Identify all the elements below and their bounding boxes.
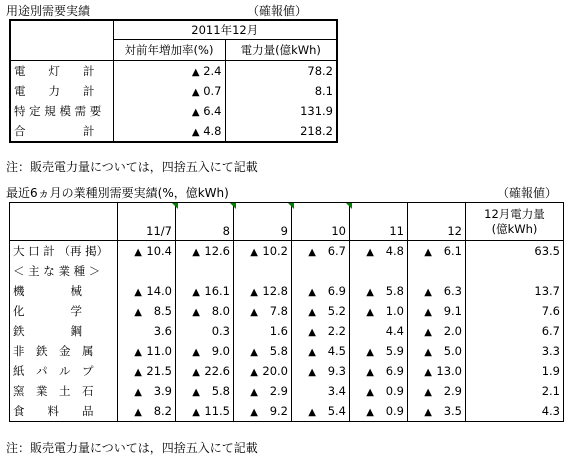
table2-status: （確報値） xyxy=(497,186,558,200)
decrease-triangle-icon: ▲ xyxy=(134,347,142,358)
empty-cell xyxy=(234,261,292,281)
power-value: 3.3 xyxy=(541,344,560,358)
comment-marker-icon xyxy=(288,203,294,209)
table-row xyxy=(10,241,564,262)
industry-label: 鉄 鋼 xyxy=(10,321,118,341)
decrease-triangle-icon: ▲ xyxy=(191,107,200,118)
table-row xyxy=(10,361,564,381)
month-header: 10 xyxy=(292,203,350,241)
change-value: 6.1 xyxy=(443,244,462,258)
decrease-triangle-icon: ▲ xyxy=(134,247,142,258)
table-row xyxy=(10,341,564,361)
change-value: 3.4 xyxy=(327,384,346,398)
row-label: 特 定 規 模 需 要 xyxy=(10,101,113,121)
table-row xyxy=(10,101,337,121)
change-value: 11.0 xyxy=(146,344,172,358)
table1-corner xyxy=(10,20,113,61)
power-value: 2.1 xyxy=(541,384,560,398)
industry-label: 食 料 品 xyxy=(10,401,118,422)
comment-marker-icon xyxy=(172,203,178,209)
table-row xyxy=(10,401,564,422)
decrease-triangle-icon: ▲ xyxy=(366,347,374,358)
decrease-triangle-icon: ▲ xyxy=(424,327,432,338)
decrease-triangle-icon: ▲ xyxy=(192,367,200,378)
industry-label: 非 鉄 金 属 xyxy=(10,341,118,361)
decrease-triangle-icon: ▲ xyxy=(308,307,316,318)
table1-col-yoy: 対前年増加率(%) xyxy=(113,40,225,61)
industry-label: 窯 業 土 石 xyxy=(10,381,118,401)
change-value: 5.4 xyxy=(327,404,346,418)
power-value: 218.2 xyxy=(300,124,333,138)
change-value: 3.6 xyxy=(153,324,172,338)
change-value: 10.4 xyxy=(146,244,172,258)
decrease-triangle-icon: ▲ xyxy=(250,347,258,358)
change-value: 2.2 xyxy=(327,324,346,338)
change-value: 5.2 xyxy=(327,304,346,318)
table-row xyxy=(10,81,337,101)
change-value: 5.8 xyxy=(269,344,288,358)
empty-cell xyxy=(350,261,408,281)
change-value: 6.3 xyxy=(443,284,462,298)
change-value: 9.1 xyxy=(443,304,462,318)
empty-cell xyxy=(408,261,466,281)
industry-label: 化 学 xyxy=(10,301,118,321)
change-value: 21.5 xyxy=(146,364,172,378)
decrease-triangle-icon: ▲ xyxy=(424,247,432,258)
month-header: 12 xyxy=(408,203,466,241)
power-value: 78.2 xyxy=(307,64,333,78)
table1-status: （確報値） xyxy=(247,4,308,18)
decrease-triangle-icon: ▲ xyxy=(308,247,316,258)
table1-period-header: 2011年12月 xyxy=(113,20,337,40)
decrease-triangle-icon: ▲ xyxy=(192,407,200,418)
power-value: 7.6 xyxy=(541,304,560,318)
empty-cell xyxy=(292,261,350,281)
table-row xyxy=(10,61,337,82)
change-value: 5.8 xyxy=(211,384,230,398)
power-value: 1.9 xyxy=(541,364,560,378)
table1-col-power: 電力量(億kWh) xyxy=(225,40,337,61)
power-value: 4.3 xyxy=(541,404,560,418)
comment-marker-icon xyxy=(346,203,352,209)
table-row xyxy=(10,301,564,321)
change-value: 4.5 xyxy=(327,344,346,358)
table2-corner xyxy=(10,203,118,241)
power-header xyxy=(466,203,564,241)
section-header-row xyxy=(10,261,564,281)
change-value: 5.9 xyxy=(385,344,404,358)
decrease-triangle-icon: ▲ xyxy=(192,247,200,258)
change-value: 4.8 xyxy=(385,244,404,258)
power-header-line2: (億kWh) xyxy=(491,221,538,236)
change-value: 9.0 xyxy=(211,344,230,358)
change-value: 2.9 xyxy=(269,384,288,398)
empty-cell xyxy=(118,261,176,281)
decrease-triangle-icon: ▲ xyxy=(366,247,374,258)
decrease-triangle-icon: ▲ xyxy=(424,367,432,378)
row-label: 電 灯 計 xyxy=(10,61,113,82)
decrease-triangle-icon: ▲ xyxy=(308,327,316,338)
decrease-triangle-icon: ▲ xyxy=(308,347,316,358)
month-header: 8 xyxy=(176,203,234,241)
usage-demand-table xyxy=(9,19,338,143)
decrease-triangle-icon: ▲ xyxy=(192,287,200,298)
table-row xyxy=(10,121,337,142)
change-value: 2.0 xyxy=(443,324,462,338)
yoy-value: 2.4 xyxy=(203,64,222,78)
change-value: 22.6 xyxy=(204,364,230,378)
empty-cell xyxy=(176,261,234,281)
yoy-value: 6.4 xyxy=(203,104,222,118)
power-value: 6.7 xyxy=(541,324,560,338)
change-value: 4.4 xyxy=(385,324,404,338)
change-value: 2.9 xyxy=(443,384,462,398)
yoy-value: 0.7 xyxy=(203,84,222,98)
change-value: 5.8 xyxy=(385,284,404,298)
decrease-triangle-icon: ▲ xyxy=(134,287,142,298)
decrease-triangle-icon: ▲ xyxy=(192,347,200,358)
decrease-triangle-icon: ▲ xyxy=(424,407,432,418)
decrease-triangle-icon: ▲ xyxy=(424,287,432,298)
change-value: 10.2 xyxy=(262,244,288,258)
decrease-triangle-icon: ▲ xyxy=(308,367,316,378)
decrease-triangle-icon: ▲ xyxy=(366,387,374,398)
change-value: 12.8 xyxy=(262,284,288,298)
table2-header-row xyxy=(10,203,564,241)
change-value: 9.2 xyxy=(269,404,288,418)
decrease-triangle-icon: ▲ xyxy=(308,407,316,418)
change-value: 8.0 xyxy=(211,304,230,318)
change-value: 7.8 xyxy=(269,304,288,318)
change-value: 1.6 xyxy=(269,324,288,338)
change-value: 6.7 xyxy=(327,244,346,258)
table2-note: 注：販売電力量については，四捨五入にて記載 xyxy=(6,441,258,455)
decrease-triangle-icon: ▲ xyxy=(366,367,374,378)
comment-marker-icon xyxy=(230,203,236,209)
change-value: 0.9 xyxy=(385,404,404,418)
decrease-triangle-icon: ▲ xyxy=(424,387,432,398)
decrease-triangle-icon: ▲ xyxy=(134,367,142,378)
change-value: 8.2 xyxy=(153,404,172,418)
change-value: 12.6 xyxy=(204,244,230,258)
decrease-triangle-icon: ▲ xyxy=(134,387,142,398)
row-label: 電 力 計 xyxy=(10,81,113,101)
change-value: 20.0 xyxy=(262,364,288,378)
decrease-triangle-icon: ▲ xyxy=(250,287,258,298)
row-label: 合 計 xyxy=(10,121,113,142)
change-value: 9.3 xyxy=(327,364,346,378)
month-header: 11/7 xyxy=(118,203,176,241)
decrease-triangle-icon: ▲ xyxy=(366,407,374,418)
month-header: 11 xyxy=(350,203,408,241)
change-value: 1.0 xyxy=(385,304,404,318)
change-value: 13.0 xyxy=(436,364,462,378)
industry-label: 機 械 xyxy=(10,281,118,301)
yoy-value: 4.8 xyxy=(203,124,222,138)
table1-title: 用途別需要実績 xyxy=(6,4,91,18)
decrease-triangle-icon: ▲ xyxy=(424,307,432,318)
change-value: 3.9 xyxy=(153,384,172,398)
change-value: 16.1 xyxy=(204,284,230,298)
change-value: 11.5 xyxy=(204,404,230,418)
industry-demand-table xyxy=(9,202,564,422)
decrease-triangle-icon: ▲ xyxy=(250,387,258,398)
table-row xyxy=(10,381,564,401)
power-value: 63.5 xyxy=(534,244,560,258)
decrease-triangle-icon: ▲ xyxy=(134,407,142,418)
change-value: 14.0 xyxy=(146,284,172,298)
decrease-triangle-icon: ▲ xyxy=(191,67,200,78)
change-value: 6.9 xyxy=(385,364,404,378)
decrease-triangle-icon: ▲ xyxy=(366,287,374,298)
decrease-triangle-icon: ▲ xyxy=(192,387,200,398)
decrease-triangle-icon: ▲ xyxy=(250,247,258,258)
decrease-triangle-icon: ▲ xyxy=(250,307,258,318)
power-value: 8.1 xyxy=(314,84,333,98)
industry-label: 紙 パ ル プ xyxy=(10,361,118,381)
decrease-triangle-icon: ▲ xyxy=(191,127,200,138)
industry-label: 大 口 計 （再 掲） xyxy=(10,241,118,262)
decrease-triangle-icon: ▲ xyxy=(366,307,374,318)
change-value: 5.0 xyxy=(443,344,462,358)
decrease-triangle-icon: ▲ xyxy=(191,87,200,98)
empty-cell xyxy=(466,261,564,281)
table-row xyxy=(10,281,564,301)
decrease-triangle-icon: ▲ xyxy=(250,407,258,418)
decrease-triangle-icon: ▲ xyxy=(424,347,432,358)
power-value: 131.9 xyxy=(300,104,333,118)
change-value: 8.5 xyxy=(153,304,172,318)
table-row xyxy=(10,321,564,341)
change-value: 0.9 xyxy=(385,384,404,398)
decrease-triangle-icon: ▲ xyxy=(250,367,258,378)
decrease-triangle-icon: ▲ xyxy=(134,307,142,318)
change-value: 0.3 xyxy=(211,324,230,338)
table1-note: 注：販売電力量については，四捨五入にて記載 xyxy=(6,160,258,174)
decrease-triangle-icon: ▲ xyxy=(308,287,316,298)
section-header: ＜ 主 な 業 種 ＞ xyxy=(10,261,118,281)
month-header: 9 xyxy=(234,203,292,241)
decrease-triangle-icon: ▲ xyxy=(192,307,200,318)
table2-title: 最近6ヵ月の業種別需要実績(%，億kWh) xyxy=(6,186,229,200)
power-value: 13.7 xyxy=(534,284,560,298)
change-value: 6.9 xyxy=(327,284,346,298)
change-value: 3.5 xyxy=(443,404,462,418)
power-header-line1: 12月電力量 xyxy=(484,206,545,221)
